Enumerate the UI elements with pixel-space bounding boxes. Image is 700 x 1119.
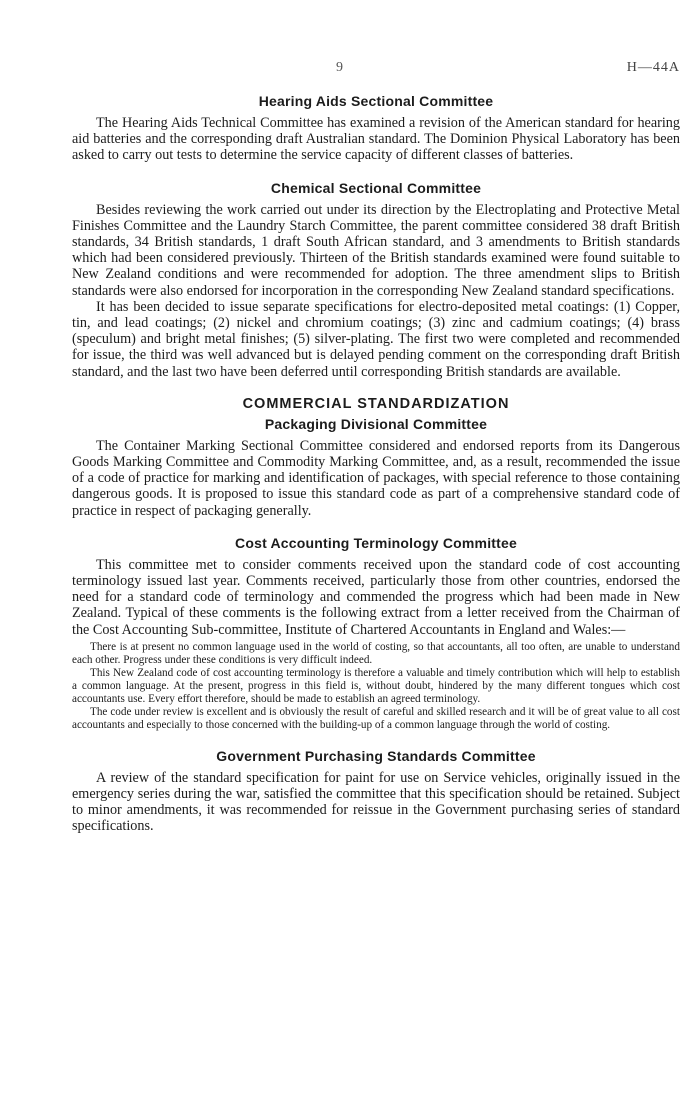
section-title-cost-accounting: Cost Accounting Terminology Committee	[235, 534, 517, 551]
cost-accounting-section	[72, 535, 680, 732]
chemical-paragraph-2: It has been decided to issue separate specifications for electro-deposited metal coatings: (1) Copper, tin, and lead coatings; (2) nickel and chromium coatings; (3) zinc and cadmium coatings; (4) brass (speculum) and bright metal finishes; (5) silver-plating. The first two were completed and recommended for issue, the third was well advanced but is delayed pending comment on the corresponding draft British standard, and the last two have been deferred until corresponding British standards are available.	[72, 298, 680, 380]
chemical-paragraph-1: Besides reviewing the work carried out under its direction by the Electroplating and Protective Metal Finishes Committee and the Laundry Starch Committee, the parent committee considered 38 draft British standards, 34 British standards, 1 draft South African standard, and 3 amendments to British standards which had been considered previously. Thirteen of the British standards examined were found suitable to New Zealand conditions and were recommended for adoption. The three amendment slips to British standards were also endorsed for incorporation in the corresponding New Zealand standard specifications.	[72, 201, 680, 299]
chemical-section	[72, 180, 680, 380]
packaging-section	[72, 416, 680, 519]
government-purchasing-paragraph: A review of the standard specification for paint for use on Service vehicles, originally issued in the emergency series during the war, satisfied the committee that this specification should be retained. Subject to minor amendments, it was recommended for reissue in the Government purchasing series of standard specifications.	[72, 769, 680, 835]
packaging-paragraph: The Container Marking Sectional Committee considered and endorsed reports from its Dangerous Goods Marking Committee and Commodity Marking Committee, and, as a result, recommended the issue of a code of practice for marking and identification of packages, with special reference to those containing dangerous goods. It is proposed to issue this standard code as part of a comprehensive standard code of practice in respect of packaging generally.	[72, 437, 680, 519]
section-title-chemical: Chemical Sectional Committee	[270, 179, 482, 196]
quoted-extract	[72, 641, 680, 732]
page-content	[72, 93, 680, 835]
government-purchasing-section	[72, 748, 680, 835]
section-title-government-purchasing: Government Purchasing Standards Committee	[216, 747, 536, 764]
quote-paragraph-3: The code under review is excellent and is obviously the result of careful and skilled research and it will be of great value to all cost accountants and especially to those concerned with the building-up of a common language through the world of costing.	[72, 705, 680, 731]
page-number: 9	[336, 60, 343, 75]
section-title-packaging: Packaging Divisional Committee	[264, 415, 488, 432]
quote-paragraph-1: There is at present no common language used in the world of costing, so that accountants, all too often, are unable to understand each other. Progress under these conditions is very difficult indeed.	[72, 640, 680, 666]
section-title-hearing-aids: Hearing Aids Sectional Committee	[258, 93, 494, 109]
document-code: H—44A	[626, 60, 680, 75]
quote-paragraph-2: This New Zealand code of cost accounting terminology is therefore a valuable and timely contribution which will help to establish a common language. At the present, progress in this field is, without doubt, hindered by the many different tongues which cost accountants use. Every effort therefore, should be made to establish an agreed terminology.	[72, 666, 680, 705]
cost-accounting-paragraph: This committee met to consider comments received upon the standard code of cost accounting terminology issued last year. Comments received, particularly those from other countries, endorsed the need for a standard code of terminology and commended the progress which had been made in New Zealand. Typical of these comments is the following extract from a letter received from the Chairman of the Cost Accounting Sub-committee, Institute of Chartered Accountants in England and Wales:—	[72, 556, 680, 638]
hearing-aids-paragraph: The Hearing Aids Technical Committee has examined a revision of the American standard for hearing aid batteries and the corresponding draft Australian standard. The Dominion Physical Laboratory has been asked to carry out tests to determine the service capacity of different classes of batteries.	[72, 115, 680, 164]
hearing-aids-section	[72, 93, 680, 164]
major-heading-commercial-standardization: COMMERCIAL STANDARDIZATION	[242, 395, 510, 412]
